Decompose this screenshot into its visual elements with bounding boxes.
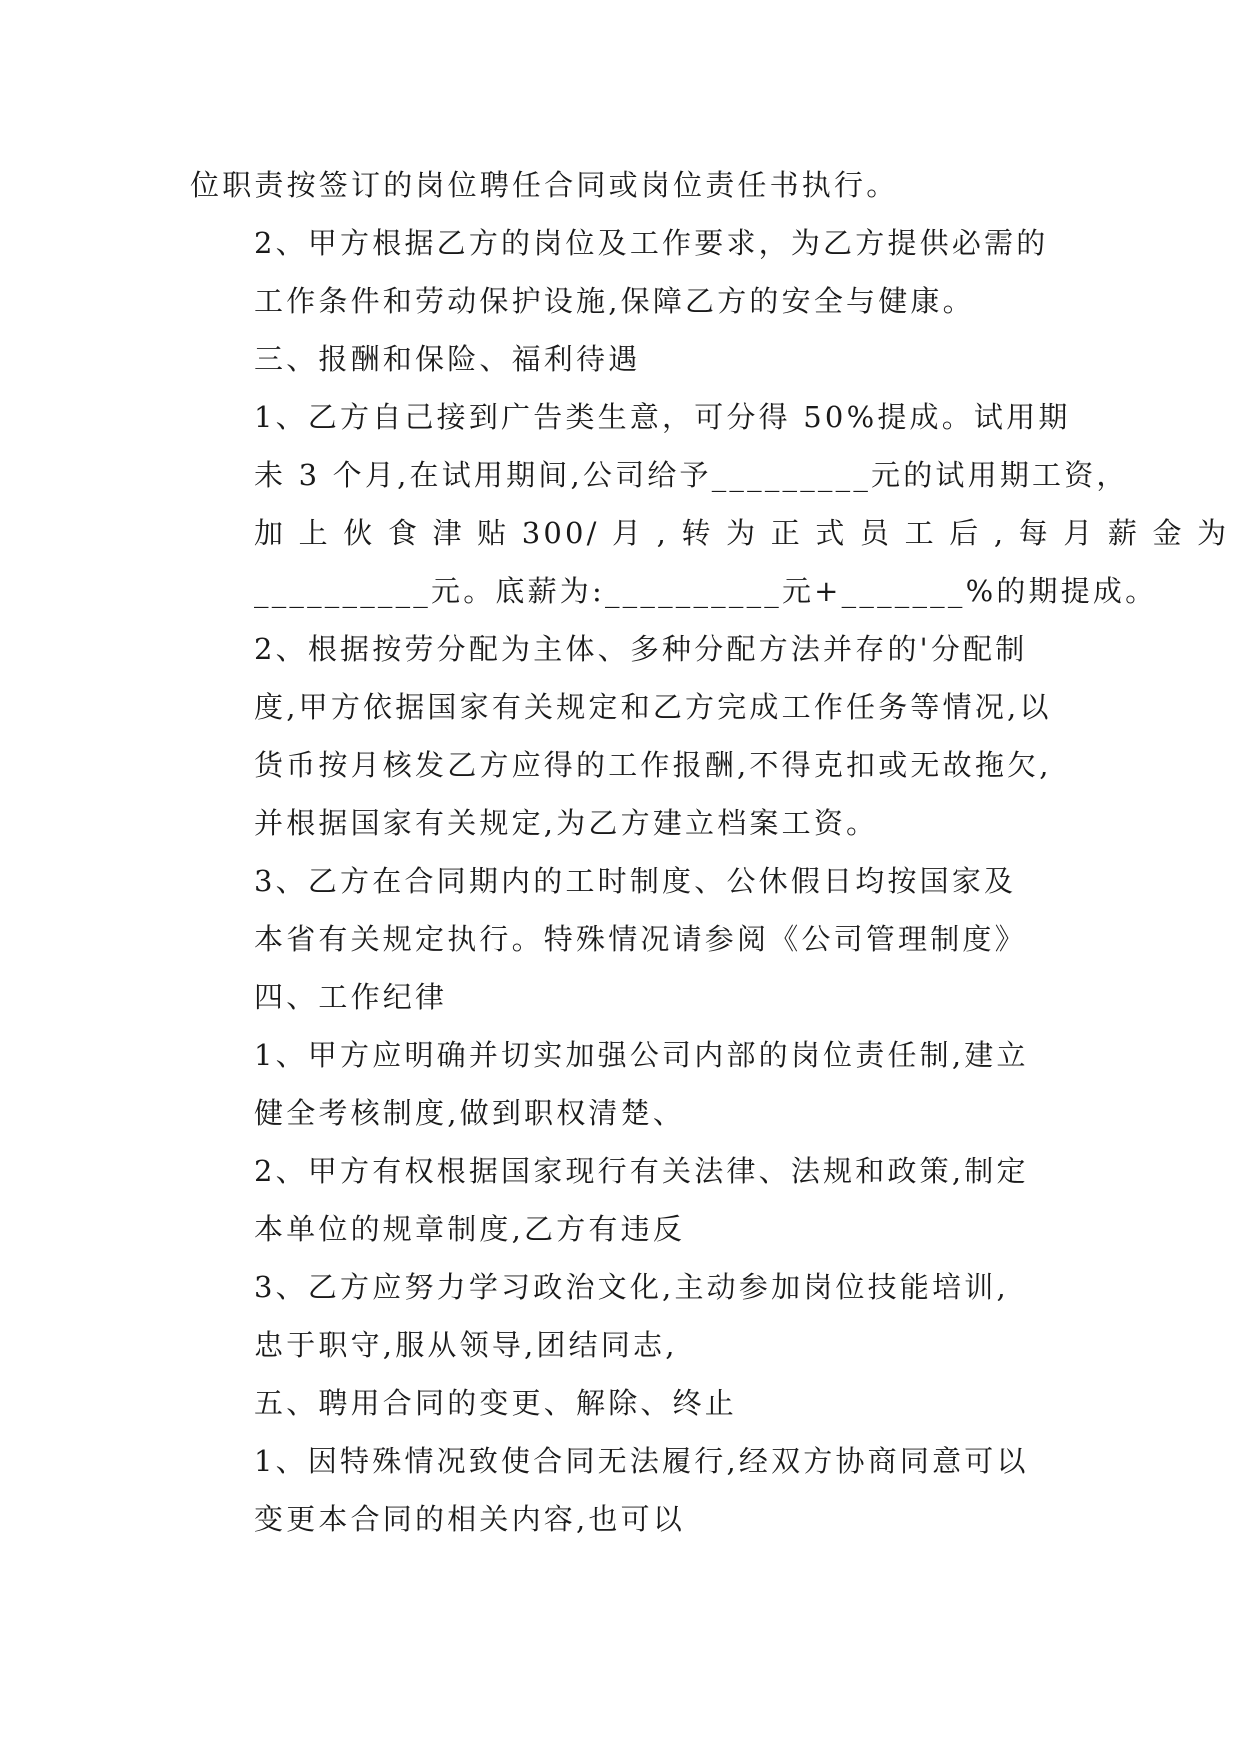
- text-line: 货币按月核发乙方应得的工作报酬,不得克扣或无故拖欠,: [254, 748, 1052, 782]
- text-line: 四、工作纪律: [254, 980, 448, 1014]
- text-line: 2、甲方有权根据国家现行有关法律、法规和政策,制定: [254, 1154, 1029, 1188]
- text-line: 1、乙方自己接到广告类生意，可分得 50%提成。试用期: [254, 400, 1071, 434]
- paragraph-duty-continuation: [190, 156, 1054, 214]
- text-line: 度,甲方依据国家有关规定和乙方完成工作任务等情况,以: [254, 690, 1052, 724]
- text-line: 加 上 伙 食 津 贴 300/ 月 , 转 为 正 式 员 工 后 , 每 月 薪 金 为: [254, 516, 1230, 550]
- text-line: 1、因特殊情况致使合同无法履行,经双方协商同意可以: [254, 1444, 1029, 1478]
- paragraph-salary: [190, 388, 1230, 620]
- paragraph-regulations: [190, 1142, 1054, 1258]
- paragraph-working-conditions: [190, 214, 1054, 330]
- paragraph-distribution: [190, 620, 1054, 852]
- document-body: [190, 156, 1230, 1548]
- text-line: 未 3 个月,在试用期间,公司给予_________元的试用期工资，: [254, 458, 1129, 492]
- text-line: 变更本合同的相关内容,也可以: [254, 1502, 686, 1536]
- section-heading-discipline: [190, 968, 1054, 1026]
- text-line: 3、乙方在合同期内的工时制度、公休假日均按国家及: [254, 864, 1017, 898]
- text-line: 位职责按签订的岗位聘任合同或岗位责任书执行。: [190, 168, 899, 202]
- paragraph-training: [190, 1258, 1054, 1374]
- text-line: 1、甲方应明确并切实加强公司内部的岗位责任制,建立: [254, 1038, 1029, 1072]
- paragraph-working-hours: [190, 852, 1054, 968]
- text-line: 并根据国家有关规定,为乙方建立档案工资。: [254, 806, 879, 840]
- text-line: 2、甲方根据乙方的岗位及工作要求，为乙方提供必需的: [254, 226, 1049, 260]
- section-heading-contract-changes: [190, 1374, 1054, 1432]
- text-line: 工作条件和劳动保护设施,保障乙方的安全与健康。: [254, 284, 975, 318]
- paragraph-contract-modification: [190, 1432, 1054, 1548]
- text-line: __________元。底薪为:__________元+_______%的期提成。: [254, 574, 1158, 608]
- text-line: 2、根据按劳分配为主体、多种分配方法并存的'分配制: [254, 632, 1028, 666]
- text-line: 健全考核制度,做到职权清楚、: [254, 1096, 686, 1130]
- paragraph-responsibility-system: [190, 1026, 1054, 1142]
- text-line: 五、聘用合同的变更、解除、终止: [254, 1386, 738, 1420]
- text-line: 本单位的规章制度,乙方有违反: [254, 1212, 686, 1246]
- text-line: 忠于职守,服从领导,团结同志,: [254, 1328, 678, 1362]
- text-line: 本省有关规定执行。特殊情况请参阅《公司管理制度》: [254, 922, 1027, 956]
- text-line: 三、报酬和保险、福利待遇: [254, 342, 641, 376]
- text-line: 3、乙方应努力学习政治文化,主动参加岗位技能培训,: [254, 1270, 1009, 1304]
- section-heading-remuneration: [190, 330, 1054, 388]
